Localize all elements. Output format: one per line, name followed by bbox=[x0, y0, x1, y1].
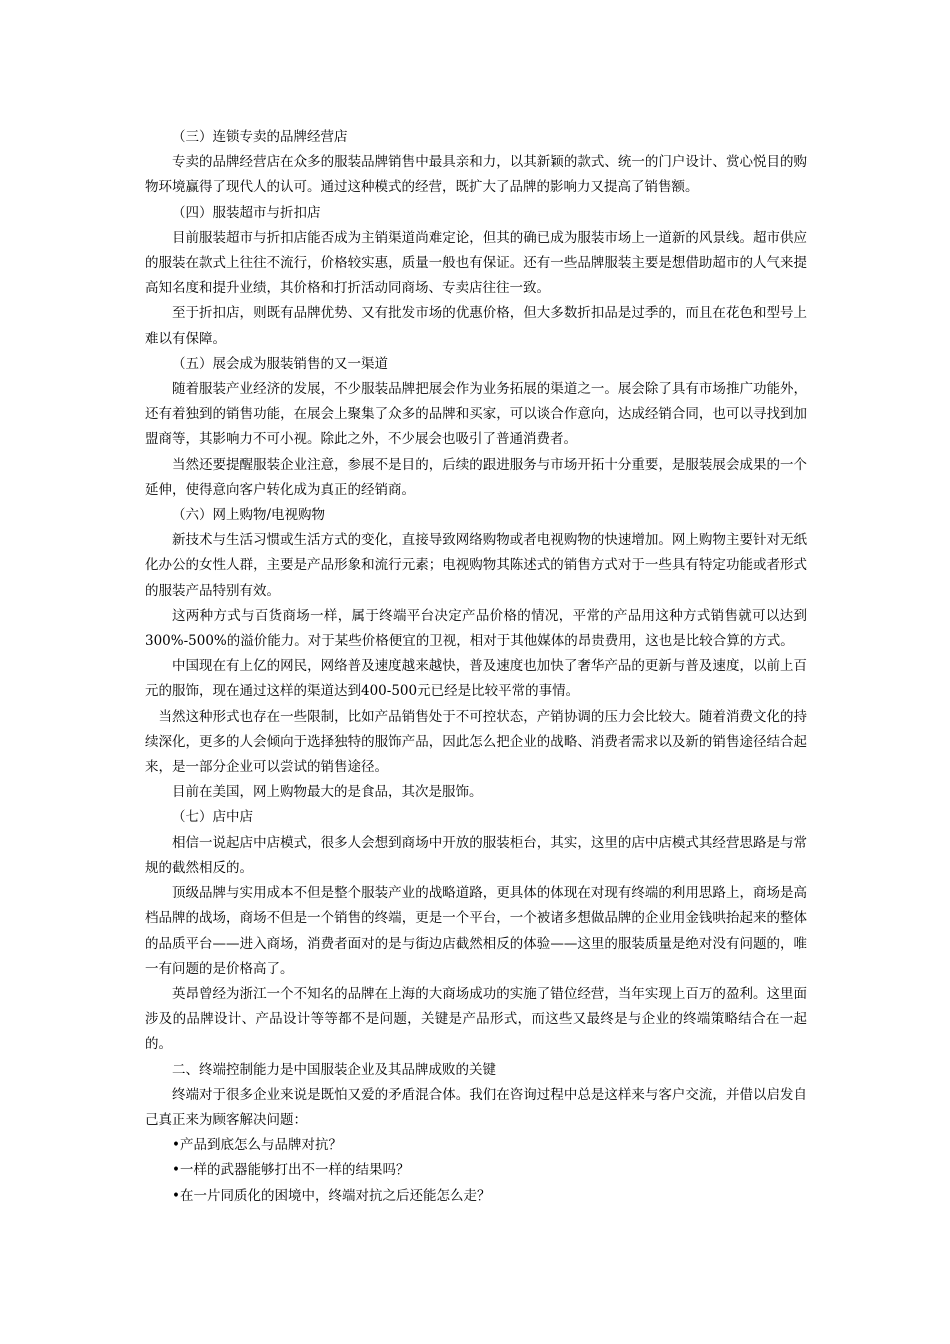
chapter-heading: 二、终端控制能力是中国服装企业及其品牌成败的关键 bbox=[172, 1061, 496, 1078]
body-paragraph: 随着服装产业经济的发展，不少服装品牌把展会作为业务拓展的渠道之一。展会除了具有市场推广功能外，还有着独到的销售功能，在展会上聚集了众多的品牌和买家，可以谈合作意向，达成经销合同，也可以寻找到加盟商等，其影响力不可小视。除此之外，不少展会也吸引了普通消费者。 bbox=[145, 381, 807, 448]
bullet-item: •产品到底怎么与品牌对抗？ bbox=[172, 1137, 342, 1154]
section-heading: （七）店中店 bbox=[172, 809, 253, 826]
section-heading: （五）展会成为服装销售的又一渠道 bbox=[172, 355, 388, 372]
bullet-item: •一样的武器能够打出不一样的结果吗？ bbox=[172, 1162, 410, 1179]
body-paragraph: 当然这种形式也存在一些限制，比如产品销售处于不可控状态，产销协调的压力会比较大。随着消费文化的持续深化，更多的人会倾向于选择独特的服饰产品，因此怎么把企业的战略、消费者需求以及新的销售途径结合起来，是一部分企业可以尝试的销售途径。 bbox=[145, 708, 807, 776]
body-paragraph: 英昂曾经为浙江一个不知名的品牌在上海的大商场成功的实施了错位经营，当年实现上百万的盈利。这里面涉及的品牌设计、产品设计等等都不是问题，关键是产品形式，而这些又最终是与企业的终端策略结合在一起的。 bbox=[145, 985, 807, 1053]
section-heading: （三）连锁专卖的品牌经营店 bbox=[172, 129, 348, 145]
body-paragraph: 目前在美国，网上购物最大的是食品，其次是服饰。 bbox=[172, 784, 483, 801]
body-paragraph: 专卖的品牌经营店在众多的服装品牌销售中最具亲和力，以其新颖的款式、统一的门户设计、赏心悦目的购物环境赢得了现代人的认可。通过这种模式的经营，既扩大了品牌的影响力又提高了销售额。 bbox=[145, 154, 807, 196]
body-paragraph: 新技术与生活习惯或生活方式的变化，直接导致网络购物或者电视购物的快速增加。网上购物主要针对无纸化办公的女性人群，主要是产品形象和流行元素；电视购物其陈述式的销售方式对于一些具有特定功能或者形式的服装产品特别有效。 bbox=[145, 532, 807, 599]
body-paragraph: 终端对于很多企业来说是既怕又爱的矛盾混合体。我们在咨询过程中总是这样来与客户交流，并借以启发自己真正来为顾客解决问题： bbox=[145, 1086, 807, 1128]
body-paragraph: 这两种方式与百货商场一样，属于终端平台决定产品价格的情况，平常的产品用这种方式销售就可以达到300%-500%的溢价能力。对于某些价格便宜的卫视，相对于其他媒体的昂贵费用，这也是比较合算的方式。 bbox=[145, 607, 807, 650]
body-paragraph: 当然还要提醒服装企业注意，参展不是目的，后续的跟进服务与市场开拓十分重要，是服装展会成果的一个延伸，使得意向客户转化成为真正的经销商。 bbox=[145, 456, 807, 498]
body-paragraph: 目前服装超市与折扣店能否成为主销渠道尚难定论，但其的确已成为服装市场上一道新的风景线。超市供应的服装在款式上往往不流行，价格较实惠，质量一般也有保证。还有一些品牌服装主要是想借助超市的人气来提高知名度和提升业绩，其价格和打折活动同商场、专卖店往往一致。 bbox=[145, 229, 807, 297]
body-paragraph: 顶级品牌与实用成本不但是整个服装产业的战略道路，更具体的体现在对现有终端的利用思路上，商场是高档品牌的战场，商场不但是一个销售的终端，更是一个平台，一个被诸多想做品牌的企业用金钱哄抬起来的整体的品质平台——进入商场，消费者面对的是与街边店截然相反的体验——这里的服装质量是绝对没有问题的，唯一有问题的是价格高了。 bbox=[145, 885, 807, 977]
section-heading: （四）服装超市与折扣店 bbox=[172, 204, 321, 221]
body-paragraph: 中国现在有上亿的网民，网络普及速度越来越快，普及速度也加快了奢华产品的更新与普及速度，以前上百元的服饰，现在通过这样的渠道达到400-500元已经是比较平常的事情。 bbox=[145, 658, 807, 700]
document-page bbox=[145, 125, 807, 1209]
section-heading: （六）网上购物/电视购物 bbox=[172, 507, 326, 524]
bullet-item: •在一片同质化的困境中，终端对抗之后还能怎么走？ bbox=[172, 1187, 491, 1204]
body-paragraph: 至于折扣店，则既有品牌优势、又有批发市场的优惠价格，但大多数折扣品是过季的，而且在花色和型号上难以有保障。 bbox=[145, 305, 807, 347]
body-paragraph: 相信一说起店中店模式，很多人会想到商场中开放的服装柜台，其实，这里的店中店模式其经营思路是与常规的截然相反的。 bbox=[145, 834, 807, 876]
